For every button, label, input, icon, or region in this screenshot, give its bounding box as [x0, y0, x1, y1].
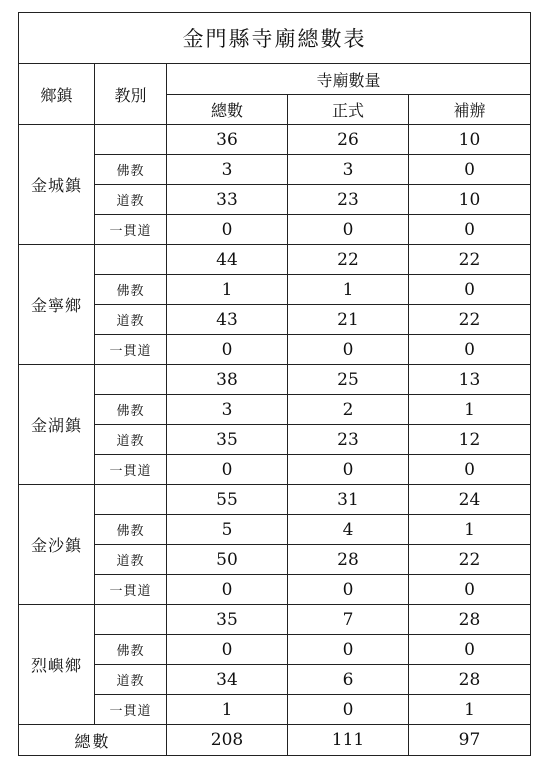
supplemental-cell: 1: [409, 695, 531, 725]
total-cell: 1: [167, 275, 288, 305]
total-cell: 1: [167, 695, 288, 725]
total-cell: 35: [167, 425, 288, 455]
official-cell: 6: [288, 665, 409, 695]
temple-count-sheet: [18, 12, 530, 756]
official-cell: 0: [288, 635, 409, 665]
total-cell: 35: [167, 605, 288, 635]
table-row: [19, 185, 531, 215]
supplemental-cell: 0: [409, 155, 531, 185]
religion-cell: 佛教: [95, 155, 167, 185]
religion-cell: 一貫道: [95, 455, 167, 485]
total-cell: 33: [167, 185, 288, 215]
supplemental-cell: 28: [409, 665, 531, 695]
table-row: [19, 635, 531, 665]
table-row: [19, 365, 531, 395]
town-name: 金城鎮: [19, 125, 95, 245]
religion-cell: 一貫道: [95, 695, 167, 725]
religion-cell: 佛教: [95, 635, 167, 665]
official-cell: 0: [288, 575, 409, 605]
total-cell: 36: [167, 125, 288, 155]
supplemental-cell: 24: [409, 485, 531, 515]
table-body: [19, 125, 531, 756]
religion-cell: [95, 605, 167, 635]
header-supplemental: 補辦: [409, 95, 531, 125]
religion-cell: 道教: [95, 305, 167, 335]
official-cell: 0: [288, 455, 409, 485]
total-cell: 3: [167, 155, 288, 185]
table-row: [19, 395, 531, 425]
supplemental-cell: 10: [409, 185, 531, 215]
official-cell: 7: [288, 605, 409, 635]
total-cell: 0: [167, 635, 288, 665]
religion-cell: [95, 245, 167, 275]
header-total: 總數: [167, 95, 288, 125]
table-row: [19, 335, 531, 365]
official-cell: 4: [288, 515, 409, 545]
religion-cell: 道教: [95, 665, 167, 695]
grand-total-cell: 208: [167, 725, 288, 756]
total-cell: 50: [167, 545, 288, 575]
supplemental-cell: 10: [409, 125, 531, 155]
supplemental-cell: 0: [409, 455, 531, 485]
official-cell: 23: [288, 425, 409, 455]
official-cell: 2: [288, 395, 409, 425]
table-row: [19, 275, 531, 305]
official-cell: 26: [288, 125, 409, 155]
grand-total-label: 總數: [19, 725, 167, 756]
official-cell: 0: [288, 335, 409, 365]
supplemental-cell: 1: [409, 395, 531, 425]
official-cell: 22: [288, 245, 409, 275]
official-cell: 0: [288, 695, 409, 725]
supplemental-cell: 0: [409, 635, 531, 665]
supplemental-cell: 0: [409, 275, 531, 305]
religion-cell: 一貫道: [95, 575, 167, 605]
total-cell: 0: [167, 335, 288, 365]
table-row: [19, 245, 531, 275]
religion-cell: [95, 485, 167, 515]
religion-cell: [95, 365, 167, 395]
table-row: [19, 305, 531, 335]
table-title: 金門縣寺廟總數表: [19, 13, 531, 64]
grand-official-cell: 111: [288, 725, 409, 756]
religion-cell: 一貫道: [95, 335, 167, 365]
total-cell: 0: [167, 575, 288, 605]
official-cell: 1: [288, 275, 409, 305]
official-cell: 25: [288, 365, 409, 395]
total-cell: 0: [167, 215, 288, 245]
header-town: 鄉鎮: [19, 64, 95, 125]
table-row: [19, 125, 531, 155]
total-cell: 55: [167, 485, 288, 515]
grand-total-row: [19, 725, 531, 756]
town-name: 金寧鄉: [19, 245, 95, 365]
table-row: [19, 425, 531, 455]
religion-cell: 道教: [95, 545, 167, 575]
total-cell: 0: [167, 455, 288, 485]
religion-cell: 佛教: [95, 275, 167, 305]
official-cell: 23: [288, 185, 409, 215]
header-religion: 教別: [95, 64, 167, 125]
table-row: [19, 605, 531, 635]
header-temple-quantity: 寺廟數量: [167, 64, 531, 95]
religion-cell: 佛教: [95, 395, 167, 425]
total-cell: 5: [167, 515, 288, 545]
table-row: [19, 665, 531, 695]
total-cell: 43: [167, 305, 288, 335]
supplemental-cell: 1: [409, 515, 531, 545]
total-cell: 34: [167, 665, 288, 695]
table-row: [19, 215, 531, 245]
supplemental-cell: 28: [409, 605, 531, 635]
table-row: [19, 545, 531, 575]
table-row: [19, 155, 531, 185]
table-row: [19, 515, 531, 545]
supplemental-cell: 13: [409, 365, 531, 395]
official-cell: 31: [288, 485, 409, 515]
supplemental-cell: 22: [409, 245, 531, 275]
supplemental-cell: 0: [409, 335, 531, 365]
religion-cell: 一貫道: [95, 215, 167, 245]
official-cell: 28: [288, 545, 409, 575]
town-name: 烈嶼鄉: [19, 605, 95, 725]
total-cell: 44: [167, 245, 288, 275]
temple-count-table: [18, 12, 531, 756]
religion-cell: 道教: [95, 185, 167, 215]
supplemental-cell: 0: [409, 575, 531, 605]
supplemental-cell: 0: [409, 215, 531, 245]
official-cell: 21: [288, 305, 409, 335]
table-row: [19, 695, 531, 725]
table-row: [19, 485, 531, 515]
table-row: [19, 575, 531, 605]
religion-cell: 佛教: [95, 515, 167, 545]
header-official: 正式: [288, 95, 409, 125]
town-name: 金沙鎮: [19, 485, 95, 605]
grand-supplemental-cell: 97: [409, 725, 531, 756]
religion-cell: 道教: [95, 425, 167, 455]
supplemental-cell: 22: [409, 545, 531, 575]
total-cell: 3: [167, 395, 288, 425]
official-cell: 3: [288, 155, 409, 185]
supplemental-cell: 12: [409, 425, 531, 455]
religion-cell: [95, 125, 167, 155]
supplemental-cell: 22: [409, 305, 531, 335]
official-cell: 0: [288, 215, 409, 245]
total-cell: 38: [167, 365, 288, 395]
town-name: 金湖鎮: [19, 365, 95, 485]
table-row: [19, 455, 531, 485]
